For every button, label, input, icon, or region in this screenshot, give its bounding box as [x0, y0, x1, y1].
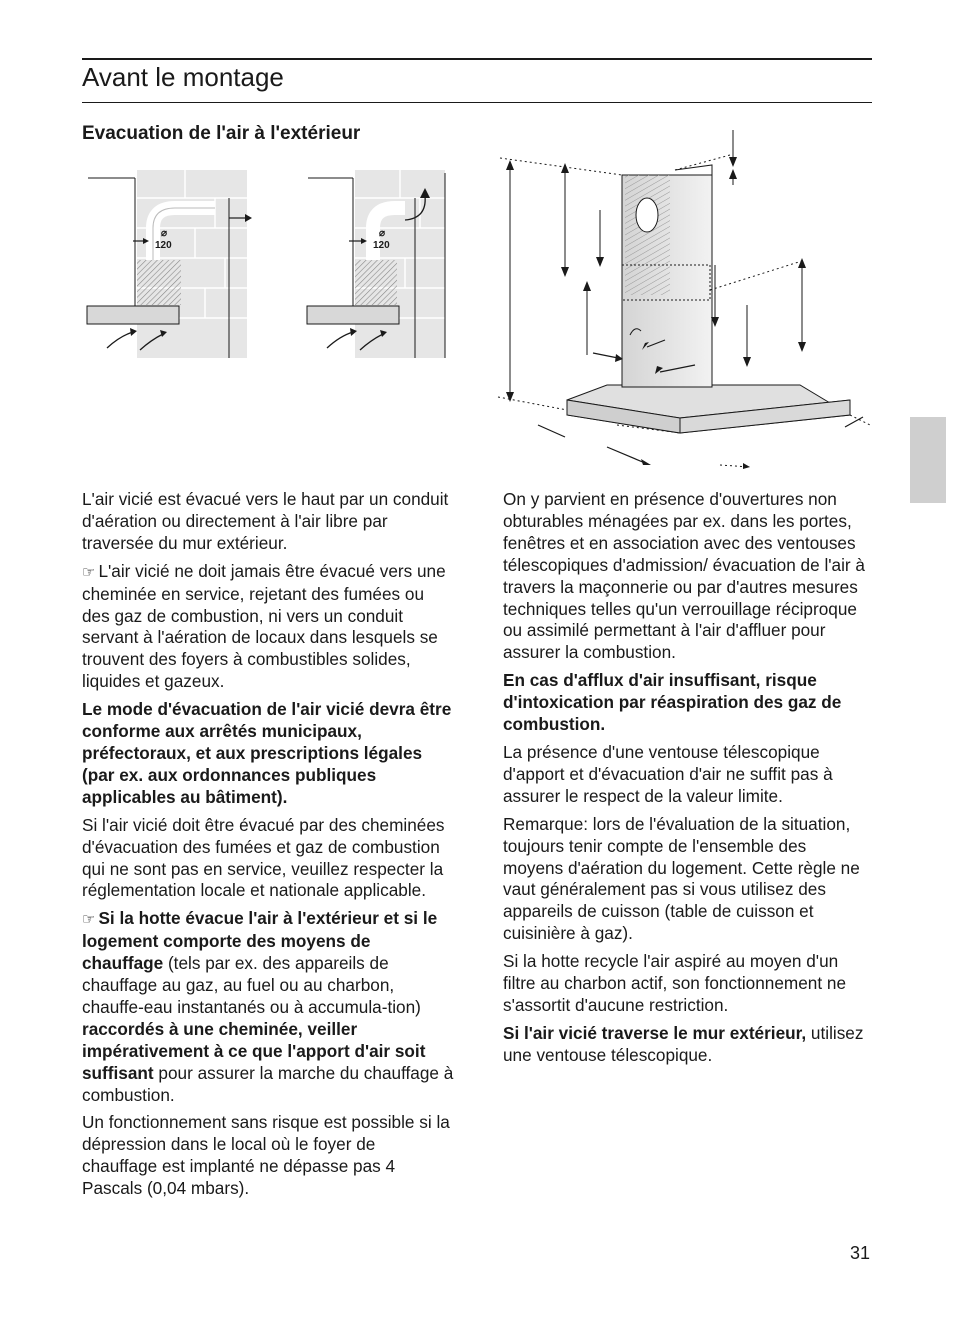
left-column	[82, 489, 454, 1206]
diameter-value: 120	[155, 240, 172, 251]
header-rule-top	[82, 58, 872, 60]
pointing-hand-icon: ☞	[82, 911, 96, 929]
paragraph: L'air vicié est évacué vers le haut par un conduit d'aération ou directement à l'air libre par traversée du mur extérieur.	[82, 489, 449, 553]
figure-exhaust-straight	[85, 168, 255, 363]
paragraph-warning: ☞ Si la hotte évacue l'air à l'extérieur et si le logement comporte des moyens de chauffage (tels par ex. des appareils de chauffage au gaz, au fuel ou au charbon, chauffe-eau instantanés ou à accumula-tion) raccordés à une cheminée, veiller impérativement à ce que l'apport d'air soit suffisant pour assurer la marche du chauffage à combustion.	[82, 908, 454, 1105]
paragraph: Remarque: lors de l'évaluation de la situation, toujours tenir compte de l'ensemble des moyens d'aération du logement. Cette règle ne vaut généralement pas si vous utilisez des appareils de cuisson (table de cuisson et cuisinière à gaz).	[503, 813, 860, 944]
figure-exhaust-up	[305, 168, 450, 363]
pointing-hand-icon: ☞	[82, 563, 96, 581]
diameter-value: 120	[373, 240, 390, 251]
paragraph-bold: Le mode d'évacuation de l'air vicié devra être conforme aux arrêtés municipaux, préfectoraux, et aux prescriptions légales (par ex. aux ordonnances publiques applicables au bâtiment).	[82, 699, 452, 807]
paragraph-warning: ☞ L'air vicié ne doit jamais être évacué vers une cheminée en service, rejetant des fumées ou des gaz de combustion, ni vers un conduit servant à l'aération de locaux dans lesquels se trouvent des foyers à combustibles solides, liquides et gazeux.	[82, 560, 446, 692]
paragraph: On y parvient en présence d'ouvertures non obturables ménagées par ex. dans les portes, fenêtres et en association avec des ventouses télescopiques d'admission/ évacuation de l'air à travers la maçonnerie ou par d'autres mesures techniques telles qu'un verrouillage réciproque ou assimilé permettant à l'air d'affluer pour assurer la combustion.	[503, 489, 865, 663]
page-number: 31	[850, 1243, 871, 1263]
section-title: Evacuation de l'air à l'extérieur	[82, 123, 361, 144]
figure-hood-dimensions	[495, 125, 875, 470]
diameter-symbol: ⌀	[161, 228, 168, 239]
thumb-index-tab	[910, 417, 946, 503]
right-column	[503, 489, 871, 1073]
header-rule-bottom	[82, 102, 872, 103]
paragraph-bold: En cas d'afflux d'air insuffisant, risque d'intoxication par réaspiration des gaz de combustion.	[503, 670, 842, 735]
paragraph: Si la hotte recycle l'air aspiré au moyen d'un filtre au charbon actif, son fonctionnement ne s'assortit d'aucune restriction.	[503, 951, 847, 1015]
page-title: Avant le montage	[82, 62, 284, 92]
paragraph: La présence d'une ventouse télescopique d'apport et d'évacuation d'air ne suffit pas à assurer le respect de la valeur limite.	[503, 741, 833, 806]
paragraph: Un fonctionnement sans risque est possible si la dépression dans le local où le foyer de chauffage est implanté ne dépasse pas 4 Pascals (0,04 mbars).	[82, 1112, 450, 1199]
paragraph: Si l'air vicié doit être évacué par des cheminées d'évacuation des fumées et gaz de combustion qui ne sont pas en service, veuillez respecter la réglementation locale et nationale applicable.	[82, 814, 445, 901]
paragraph: Si l'air vicié traverse le mur extérieur, utilisez une ventouse télescopique.	[503, 1022, 864, 1065]
diameter-symbol: ⌀	[379, 228, 386, 239]
